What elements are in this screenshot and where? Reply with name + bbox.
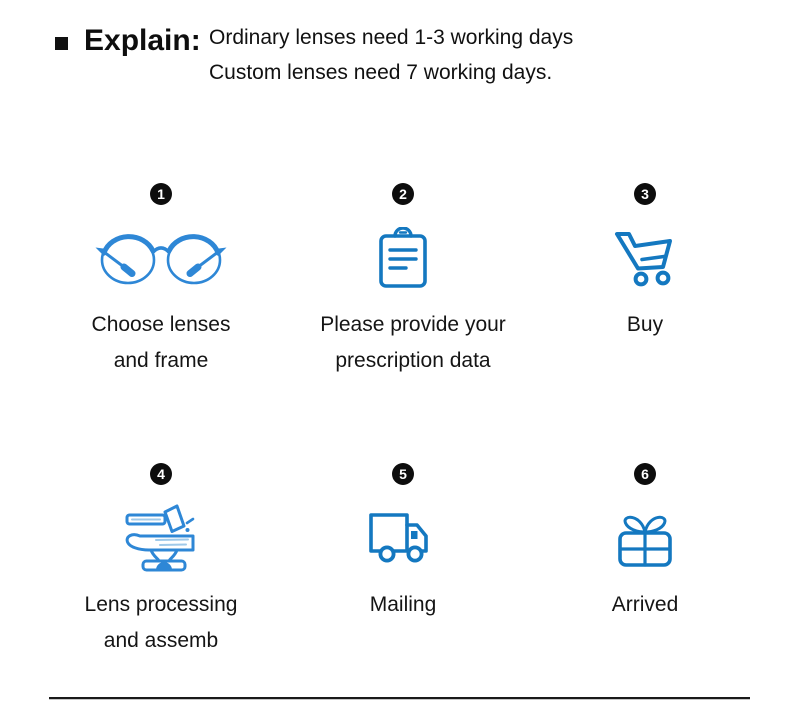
clipboard-icon bbox=[378, 227, 428, 289]
explain-line-2: Custom lenses need 7 working days. bbox=[209, 61, 553, 84]
bullet-square-icon bbox=[55, 37, 68, 50]
step-2-prescription bbox=[282, 180, 524, 460]
step-2-number-badge: 2 bbox=[392, 183, 414, 205]
step-5-mailing bbox=[282, 460, 524, 659]
step-5-number-badge: 5 bbox=[392, 463, 414, 485]
truck-icon bbox=[367, 507, 439, 569]
step-4-lens-processing bbox=[40, 460, 282, 659]
explain-description bbox=[209, 20, 573, 90]
step-1-number-badge: 1 bbox=[150, 183, 172, 205]
step-2-label: Please provide your prescription data bbox=[320, 313, 506, 372]
step-1-label: Choose lenses and frame bbox=[91, 313, 231, 372]
step-3-number-badge: 3 bbox=[634, 183, 656, 205]
cart-icon bbox=[614, 227, 676, 289]
gift-icon bbox=[617, 507, 673, 569]
step-6-arrived bbox=[524, 460, 766, 659]
step-4-label: Lens processing and assemb bbox=[84, 593, 238, 652]
glasses-icon bbox=[94, 227, 228, 289]
anvil-icon bbox=[124, 507, 198, 569]
explain-title: Explain: bbox=[84, 24, 201, 57]
steps-grid bbox=[40, 180, 766, 659]
step-4-number-badge: 4 bbox=[150, 463, 172, 485]
step-1-choose-lenses bbox=[40, 180, 282, 460]
explain-line-1: Ordinary lenses need 1-3 working days bbox=[209, 26, 574, 49]
step-6-label: Arrived bbox=[611, 593, 679, 616]
step-3-buy bbox=[524, 180, 766, 460]
bottom-divider bbox=[49, 697, 750, 700]
step-5-label: Mailing bbox=[369, 593, 437, 616]
step-6-number-badge: 6 bbox=[634, 463, 656, 485]
step-3-label: Buy bbox=[626, 313, 664, 336]
